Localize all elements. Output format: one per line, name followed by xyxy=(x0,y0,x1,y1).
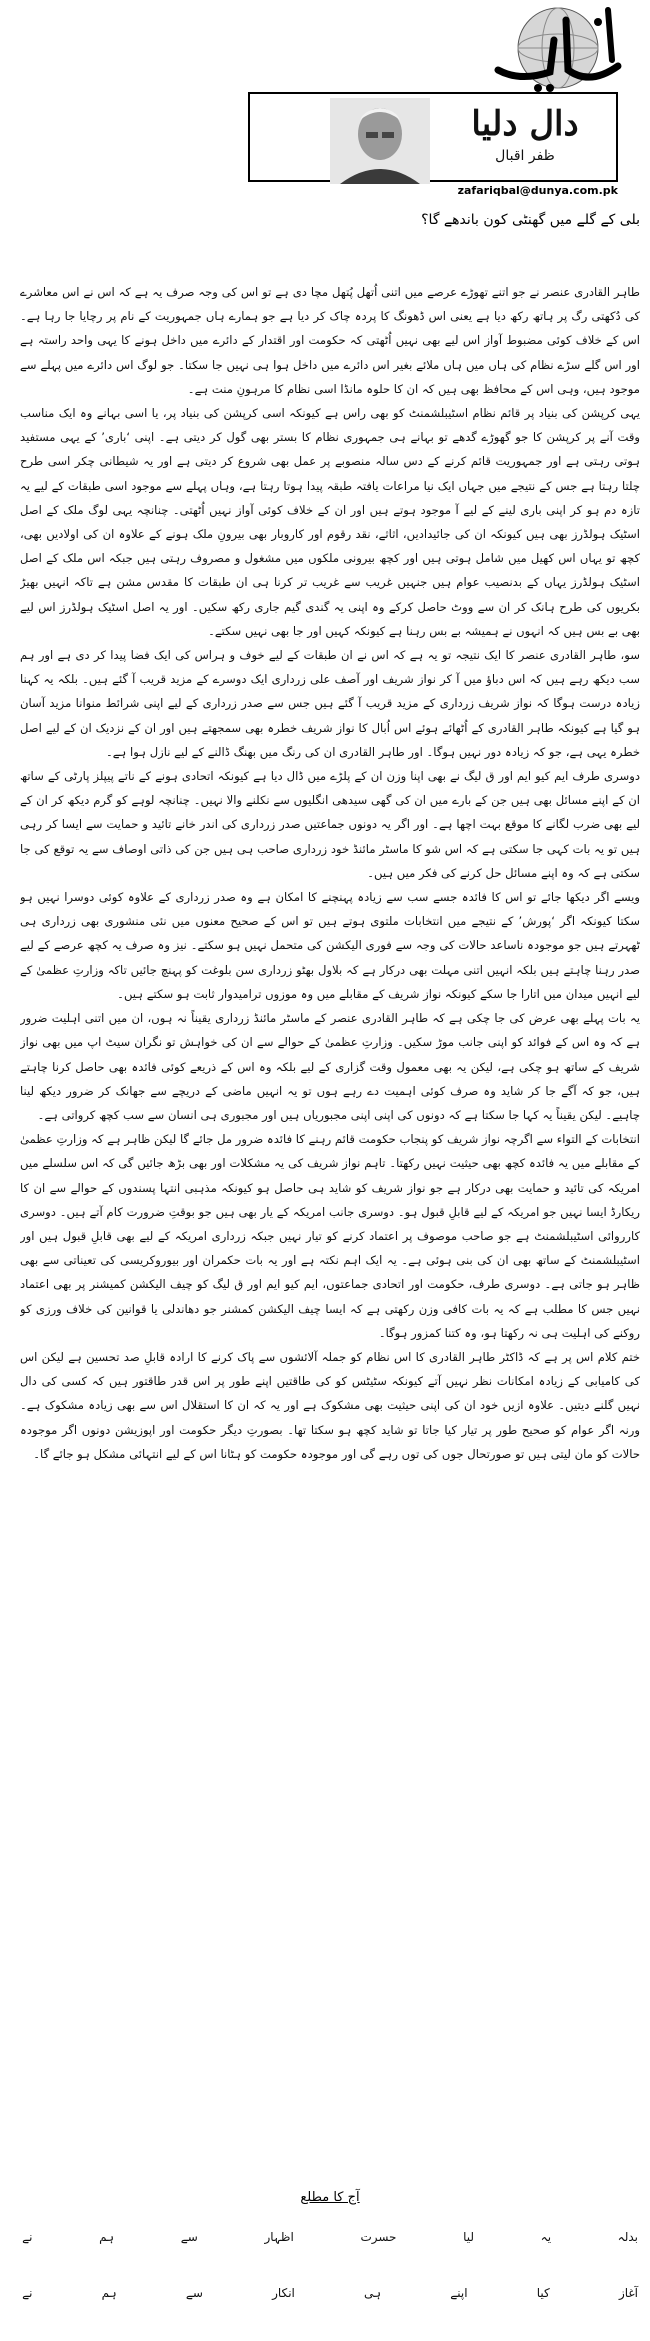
couplet-word: اپنے xyxy=(450,2286,468,2300)
author-photo xyxy=(330,98,430,184)
couplet-word: نے xyxy=(22,2230,33,2244)
article-paragraph: انتخابات کے التواء سے اگرچہ نواز شریف کو پنجاب حکومت قائم رہنے کا فائدہ ضرور مل جائے گا لیکن ظاہر ہے کہ وزارتِ عظمیٰ کے مقابلے میں یہ فائدہ کچھ بھی حیثیت نہیں رکھتا۔ تاہم نواز شریف کی یہ مشکلات اور بھی بڑھ جائیں گی کہ اس سلسلے میں امریکہ کی تائید و حمایت بھی درکار ہے جو نواز شریف کو شاید ہی حاصل ہو کیونکہ مذہبی انتہا پسندوں کے حوالے سے ان کا ریکارڈ ایسا نہیں جو امریکہ کے لیے قابلِ قبول ہو۔ دوسری جانب امریکہ کے یار بھی ہیں جو بوقتِ ضرورت کام آتے ہیں۔ دوسری کارروائی اسٹیبلشمنٹ ہے جو صاحب موصوف پر اعتماد کرنے کو تیار نہیں جبکہ زرداری امریکہ کے لیے بھی قابلِ قبول ہیں اور اسٹیبلشمنٹ کے ساتھ بھی ان کی بنی ہوئی ہے۔ یہ ایک اہم نکتہ ہے اور یہ بات حکمران اور بیوروکریسی کی تعیناتی سے بھی ظاہر ہو جاتی ہے۔ دوسری طرف، حکومت اور اتحادی جماعتوں، ایم کیو ایم اور ق لیگ کو چیف الیکشن کمیشنر پر بھی اعتماد نہیں جس کا مطلب ہے کہ یہ بات کافی وزن رکھتی ہے کہ ایسا چیف الیکشن کمشنر جو دھاندلی یا قوانین کی خلاف ورزی کو روکنے کی اہلیت ہی نہ رکھتا ہو، وہ کتنا کمزور ہوگا۔ xyxy=(20,1132,640,1340)
couplet-word: سے xyxy=(185,2286,203,2300)
column-header-box xyxy=(248,92,618,182)
couplet-word: آغاز xyxy=(618,2286,638,2300)
couplet-word: سے xyxy=(180,2230,198,2244)
couplet-word: بدلہ xyxy=(617,2230,638,2244)
couplet-word: حسرت xyxy=(360,2230,397,2244)
column-title: دال دلیا xyxy=(471,104,579,144)
article-paragraph: ویسے اگر دیکھا جائے تو اس کا فائدہ جسے سب سے زیادہ پہنچنے کا امکان ہے وہ صدر زرداری کے علاوہ کوئی دوسرا نہیں ہو سکتا کیونکہ اگر ‘پورش’ کے نتیجے میں انتخابات ملتوی ہوتے ہیں تو اس کے صحیح معنوں میں نئی منشوری بھی زرداری ہی ٹھہرتے ہیں جو موجودہ ناساعد حالات کی وجہ سے فوری الیکشن کی متحمل نہیں ہو سکتے۔ نیز وہ صرف یہ کچھ عرصے کے لیے صدر رہنا چاہتے ہیں بلکہ انہیں اتنی مہلت بھی درکار ہے کہ بلاول بھٹو زرداری سن بلوغت کو پہنچ جائیں تاکہ وزارتِ عظمیٰ کے لیے انہیں میدان میں اتارا جا سکے کیونکہ نواز شریف کے مقابلے میں وہ موزوں ترامیدوار ثابت ہو سکتے ہیں۔ xyxy=(20,890,640,1001)
couplet-word: لیا xyxy=(463,2230,475,2244)
couplet-word: اظہار xyxy=(264,2230,294,2244)
article-body xyxy=(20,280,640,2180)
couplet-word: ہم xyxy=(99,2230,115,2244)
article-paragraph: ختم کلام اس پر ہے کہ ڈاکٹر طاہر القادری کا اس نظام کو جملہ آلائشوں سے پاک کرنے کا ارادہ قابلِ صد تحسین ہے لیکن اس کی کامیابی کے زیادہ امکانات نظر نہیں آتے کیونکہ سٹیٹس کو کی طاقتیں اپنے طور پر اس قدر طاقتور ہیں کہ کسی کی دال نہیں گلنے دیتیں۔ علاوہ ازیں خود ان کی اپنی حیثیت بھی مشکوک ہے اور یہ کہ ان کا استقلال اس سے بھی زیادہ مشکوک ہے۔ ورنہ اگر عوام کو صحیح طور پر تیار کیا جاتا تو شاید کچھ ہو سکتا تھا۔ بصورتِ دیگر حکومت اور اپوزیشن دونوں اگر موجودہ حالات کو مان لیتی ہیں تو صورتحال جوں کی توں رہے گی اور موجودہ حکومت کو ہٹانا اس کے لیے انتہائی مشکل ہو جائے گا۔ xyxy=(20,1349,640,1461)
couplet-word: ہی xyxy=(364,2286,382,2300)
article-paragraph: سو، طاہر القادری عنصر کا ایک نتیجہ تو یہ ہے کہ اس نے ان طبقات کے لیے خوف و ہراس کی ایک فضا پیدا کر دی ہے اور ہم سب دیکھ رہے ہیں کہ اس دباؤ میں آ کر نواز شریف اور آصف علی زرداری ایک دوسرے کے مزید قریب آ گئے ہیں۔ بلکہ یہ کہنا زیادہ درست ہوگا کہ نواز شریف زرداری کے مزید قریب آ گئے ہیں جس سے صدر زرداری کے لیے اپنی شرائط منوانا مزید آسان ہو گیا ہے کیونکہ طاہر القادری کے اُٹھائے ہوئے اس اُبال کا نواز شریف خطرہ بھی سمجھتے ہیں اور ان کے نزدیک ان کے لیے اصل خطرہ یہی ہے، جو کہ زیادہ دور نہیں ہوگا۔ اور طاہر القادری ان کی رنگ میں بھنگ ڈالنے کے لیے نازل ہوا ہے۔ xyxy=(20,648,640,759)
dunya-logo xyxy=(480,0,640,100)
dunya-logo-graphic xyxy=(480,0,640,100)
article-paragraph: دوسری طرف ایم کیو ایم اور ق لیگ نے بھی اپنا وزن ان کے پلڑے میں ڈال دیا ہے کیونکہ اتحادی ہونے کے ناتے پیپلز پارٹی کے ساتھ ان کے اپنے مسائل بھی ہیں جن کے بارے میں ان کی گھی سیدھی انگلیوں سے نکلنے والا نہیں۔ چنانچہ لوہے کو گرم دیکھ کر ان کے لیے بھی ضرب لگانے کا موقع بہت اچھا ہے۔ اور اگر یہ دونوں جماعتیں صدر زرداری کی اندر خانے تائید و حمایت سے ایسا کر رہی ہیں تو یہ بات کہی جا سکتی ہے کہ اس شو کا ماسٹر مائنڈ خود زرداری صاحب ہی ہیں جن کی ذاتی اوصاف سے یہ توقع کی جا سکتی ہے کہ وہ اپنے مسائل حل کرنے کی فکر میں ہیں۔ xyxy=(20,769,640,880)
couplet-word: یہ xyxy=(540,2230,552,2244)
couplet-line-2 xyxy=(20,2286,640,2300)
couplet-word: کیا xyxy=(536,2286,550,2300)
couplet-word: ہم xyxy=(101,2286,117,2300)
couplet-word: انکار xyxy=(272,2286,295,2300)
couplet-section xyxy=(20,2190,640,2330)
author-email: zafariqbal@dunya.com.pk xyxy=(457,184,618,197)
article-headline: بلی کے گلے میں گھنٹی کون باندھے گا؟ xyxy=(421,212,640,228)
article-paragraph: یہ بات پہلے بھی عرض کی جا چکی ہے کہ طاہر القادری عنصر کے ماسٹر مائنڈ زرداری یقیناً نہ ہوں، ان میں اتنی اہلیت ضرور ہے کہ وہ اس کے فوائد کو اپنی جانب موڑ سکیں۔ وزارتِ عظمیٰ کے حوالے سے ان کی خواہش تو نگران سیٹ اپ میں بھی نواز شریف کے ساتھ ہو چکی ہے، لیکن یہ بھی معمول وقت گزاری کے لیے بلکہ وہ اس کے ذریعے کوئی فائدہ بھی حاصل کرنا چاہتے ہیں، جو کہ آگے جا کر شاید وہ صرف کوئی اہمیت دے رہے ہوں تو یہ انہیں ماضی کے دریچے سے جھانک کر ضرور دیکھ لینا چاہیے۔ لیکن یقیناً یہ کہا جا سکتا ہے کہ دونوں کی اپنی اپنی مجبوریاں ہیں اور مجبوری ہی انسان سے سب کچھ کرواتی ہے۔ xyxy=(20,1011,640,1122)
column-header xyxy=(248,92,618,200)
author-photo-graphic xyxy=(330,98,430,184)
author-name: ظفر اقبال xyxy=(495,148,555,164)
article-paragraph: یہی کرپشن کی بنیاد پر قائم نظام اسٹیبلشمنٹ کو بھی راس ہے کیونکہ اسی کرپشن کی بنیاد پر، یا اسی بہانے وہ ایک مناسب وقت آنے پر کرپشن کا جو گھوڑے گدھے تو بہانے ہی جمہوری نظام کا بستر بھی گول کر دیتی ہے۔ اپنی ‘باری’ کے یہی مستفید ہوتی رہتی ہے اور جمہوریت قائم کرنے کے دس سالہ منصوبے پر عمل بھی شروع کر دیتی ہے اور یہ شیطانی چکر اسی طرح چلتا رہتا ہے جس کے نتیجے میں جہاں ایک نیا مراعات یافتہ طبقہ پیدا ہوتا رہتا ہے، وہاں پہلے سے موجود اسی طبقات کے لیے یہ تازہ دم ہو کر اپنی باری لینے کے لیے آ موجود ہوتے ہیں اور ان کے خلاف کوئی آواز نہیں اُٹھتی۔ چنانچہ یہی لوگ ملک کے اصل اسٹیک ہولڈرز بھی ہیں کیونکہ ان کی جائیدادیں، اثاثے، نقد رقوم اور کاروبار بھی بیرونِ ملک ہونے کے علاوہ ان کی اولادیں بھی، کچھ تو یہاں اس کھیل میں شامل ہوتی ہیں اور کچھ بیرونی ملکوں میں مشغول و مصروف رہتی ہیں جبکہ اس ملک کے اصل اسٹیک ہولڈرز یہاں کے بدنصیب عوام ہیں جنہیں غریب سے غریب تر کرنا ہی ان طبقات کا مقدس مشن ہے تاکہ انہیں بھیڑ بکریوں کی طرح ہانک کر ان سے ووٹ حاصل کرکے وہ اپنی یہ گندی گیم جاری رکھ سکیں۔ اور یہ اصل اسٹیک ہولڈرز اس لیے بھی بے بس ہیں کہ انہوں نے ہمیشہ بے بس رہنا ہے کیونکہ کہیں اور جا بھی نہیں سکتے۔ xyxy=(20,406,640,638)
couplet-line-1 xyxy=(20,2230,640,2244)
couplet-word: نے xyxy=(22,2286,33,2300)
couplet-title: آج کا مطلع xyxy=(300,2190,360,2205)
article-paragraph: طاہر القادری عنصر نے جو اتنے تھوڑے عرصے میں اتنی اُتھل پُتھل مچا دی ہے تو اس کی وجہ صرف یہ ہے کہ اس نے اس معاشرے کی دُکھتی رگ پر ہاتھ رکھ دیا ہے یعنی اس ڈھونگ کا پردہ چاک کر دیا ہے جو ہمارے ہاں جمہوریت کے نام پر رچایا جا رہا ہے۔ اس کے خلاف کوئی مضبوط آواز اس لیے بھی نہیں اُٹھتی کہ حکومت اور اقتدار کے دائرے میں داخل ہونے کا یہی واحد راستہ ہے اور اس گلے سڑے نظام کی ہاں میں ہاں ملائے بغیر اس دائرے میں داخل ہوا ہی نہیں جا سکتا۔ جو لوگ اس دائرے میں پہلے سے موجود ہیں، وہی اس کے محافظ بھی ہیں کہ ان کا حلوہ مانڈا اسی نظام کا مرہونِ منت ہے۔ xyxy=(20,285,640,396)
